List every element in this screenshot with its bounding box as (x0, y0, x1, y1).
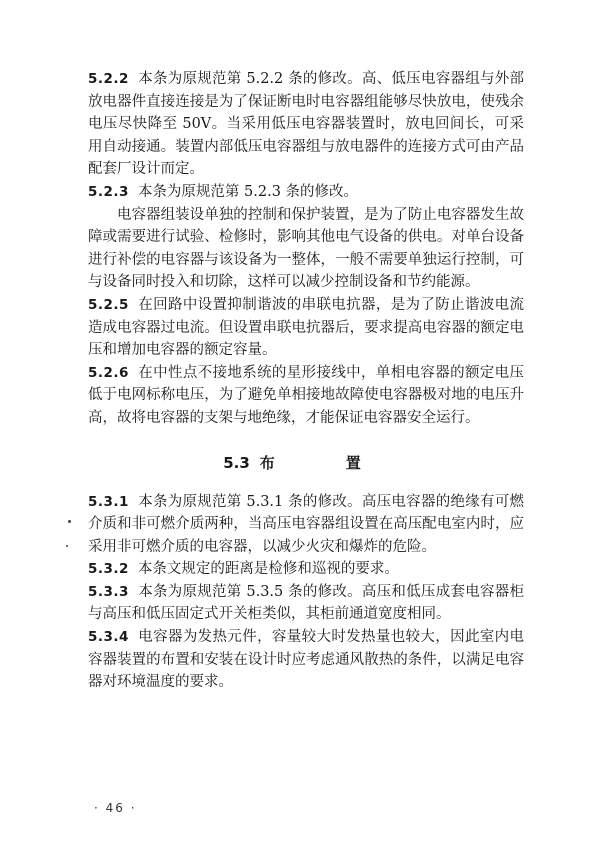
clause-text: 电容器为发热元件，容量较大时发热量也较大，因此室内电容器装置的布置和安装在设计时应考虑通风散热的条件，以满足电容器对环境温度的要求。 (88, 629, 524, 691)
clause-number: 5.2.2 (88, 71, 129, 87)
clause-number: 5.2.3 (88, 183, 129, 200)
clause-number: 5.3.2 (88, 561, 129, 578)
clause-number: 5.2.6 (88, 364, 129, 381)
clause-text: 本条为原规范第 5.2.3 条的修改。 (137, 183, 359, 200)
clause-text: 在中性点不接地系统的星形接线中，单相电容器的额定电压低于电网标称电压，为了避免单相接地故障使电容器极对地的电压升高，故将电容器的支架与地绝缘，才能保证电容器安全运行。 (88, 364, 524, 426)
clause-text: 本条为原规范第 5.3.5 条的修改。高压和低压成套电容器柜与高压和低压固定式开关柜类似，其柜前通道宽度相同。 (88, 583, 524, 623)
clause-text: 本条为原规范第 5.3.1 条的修改。高压电容器的绝缘有可燃介质和非可燃介质两种，当高压电容器组设置在高压配电室内时，应采用非可燃介质的电容器，以减少火灾和爆炸的危险。 (88, 493, 524, 555)
paragraph-5-2-3 (88, 181, 524, 204)
clause-number: 5.3.4 (88, 629, 129, 646)
paragraph-5-3-3 (88, 581, 524, 626)
paragraph-5-3-1 (88, 491, 524, 559)
scan-speck (66, 545, 68, 547)
clause-number: 5.3.3 (88, 583, 129, 600)
clause-number: 5.2.5 (88, 296, 129, 313)
paragraph-5-3-2 (88, 558, 524, 581)
paragraph-5-2-5 (88, 294, 524, 362)
section-number: 5.3 (223, 453, 250, 472)
paragraph-5-2-6 (88, 362, 524, 430)
paragraph-5-3-4 (88, 626, 524, 694)
section-heading (88, 452, 524, 473)
page-number: · 46 · (94, 801, 137, 815)
clause-number: 5.3.1 (88, 493, 129, 510)
scan-speck (68, 520, 71, 523)
document-page (88, 68, 524, 694)
paragraph-5-2-3-body: 电容器组装设单独的控制和保护装置，是为了防止电容器发生故障或需要进行试验、检修时，影响其他电气设备的供电。对单台设备进行补偿的电容器与该设备为一整体，一般不需要单独运行控制，可与设备同时投入和切除，这样可以减少控制设备和节约能源。 (88, 206, 524, 291)
clause-text: 本条文规定的距离是检修和巡视的要求。 (137, 561, 399, 578)
clause-text: 本条为原规范第 5.2.2 条的修改。高、低压电容器组与外部放电器件直接连接是为了保证断电时电容器组能够尽快放电，使残余电压尽快降至 50V。当采用低压电容器装置时，放电回间长，可采用自动接通。装置内部低压电容器组与放电器件的连接方式可由产品配套厂设计而定。 (88, 71, 524, 178)
paragraph-5-2-2 (88, 68, 524, 181)
section-title: 布 置 (259, 453, 389, 472)
clause-text: 在回路中设置抑制谐波的串联电抗器，是为了防止谐波电流造成电容器过电流。但设置串联电抗器后，要求提高电容器的额定电压和增加电容器的额定容量。 (88, 296, 524, 359)
